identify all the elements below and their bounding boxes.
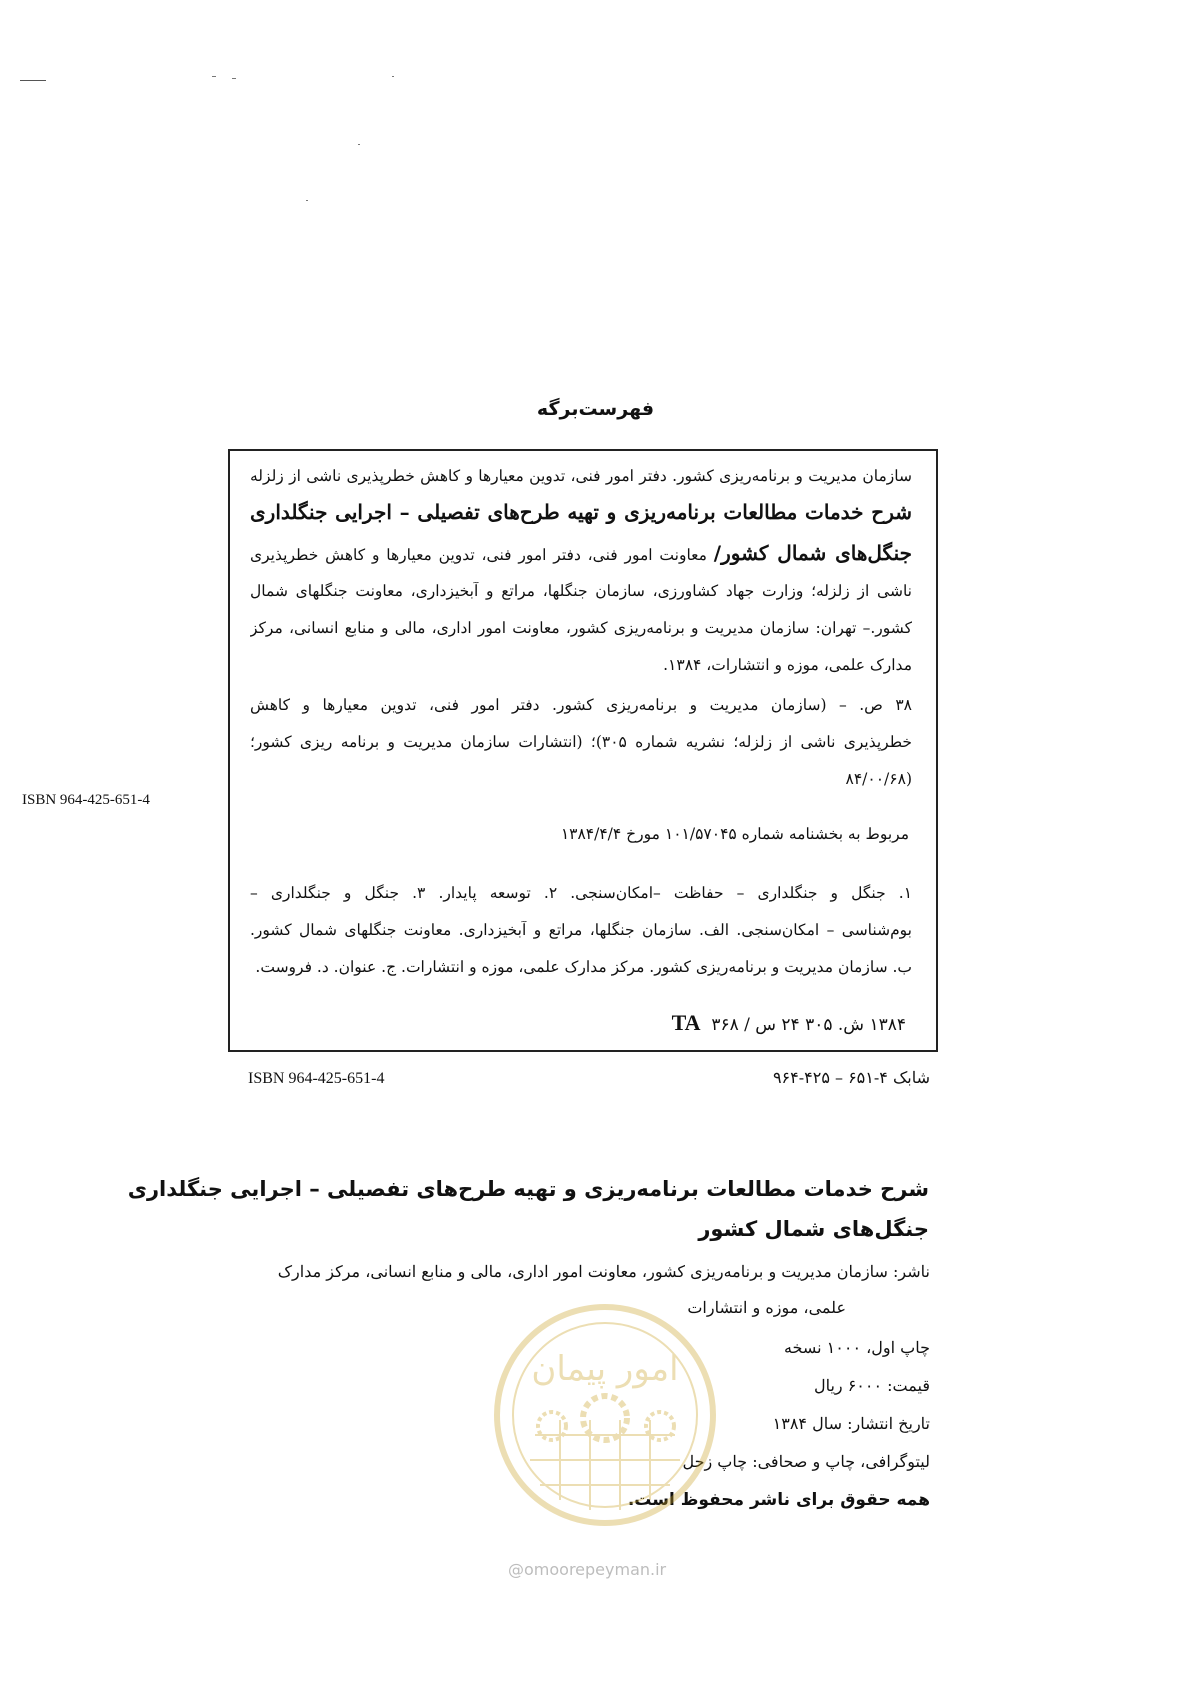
stamp-text: امور پیمان	[531, 1349, 679, 1389]
catalog-isbn: ISBN 964-425-651-4	[22, 792, 150, 808]
book-title-line-2: جنگل‌های شمال کشور	[698, 1217, 929, 1241]
catalog-subjects-line-1: ۱. جنگل و جنگلداری – حفاظت –امکان‌سنجی. ۲. توسعه پایدار. ۳. جنگل و جنگلداری –	[250, 884, 912, 902]
scan-artifact-line	[20, 80, 46, 81]
isbn-latin: ISBN 964-425-651-4	[248, 1070, 385, 1087]
catalog-subjects-line-2: بوم‌شناسی – امکان‌سنجی. الف. سازمان جنگلها، مراتع و آبخیزداری. معاونت جنگلهای شمال کشور.	[250, 921, 912, 939]
catalog-title-rest: معاونت امور فنی، دفتر امور فنی، تدوین معیارها و کاهش خطرپذیری	[250, 546, 714, 564]
scan-artifact-dot	[306, 200, 308, 201]
printing-info: لیتوگرافی، چاپ و صحافی: چاپ زحل	[682, 1452, 930, 1471]
catalog-content	[228, 449, 938, 1052]
publisher-line-1: ناشر: سازمان مدیریت و برنامه‌ریزی کشور، معاونت امور اداری، مالی و منابع انسانی، مرکز مدارک	[277, 1262, 930, 1281]
catalog-title-bold: جنگل‌های شمال کشور/	[713, 541, 912, 565]
scan-artifact-dot	[358, 144, 360, 145]
catalog-title-line-2	[250, 541, 912, 565]
scan-artifact-dot	[232, 78, 236, 79]
price: قیمت: ۶۰۰۰ ریال	[813, 1376, 930, 1395]
page-heading: فهرست‌برگه	[536, 398, 655, 420]
catalog-circular: مربوط به بخشنامه شماره ۱۰۱/۵۷۰۴۵ مورخ ۱۳۸۴/۴/۴	[560, 825, 909, 843]
scan-artifact-dot	[392, 76, 394, 77]
catalog-line-5: مدارک علمی، موزه و انتشارات، ۱۳۸۴.	[663, 656, 912, 674]
catalog-subjects-line-3: ب. سازمان مدیریت و برنامه‌ریزی کشور. مرکز مدارک علمی، موزه و انتشارات. ج. عنوان. د. فروست.	[255, 958, 912, 976]
edition: چاپ اول، ۱۰۰۰ نسخه	[783, 1338, 930, 1357]
catalog-line-3: ناشی از زلزله؛ وزارت جهاد کشاورزی، سازمان جنگلها، مراتع و آبخیزداری، معاونت جنگلهای شمال	[250, 582, 912, 600]
book-title-line-1: شرح خدمات مطالعات برنامه‌ریزی و تهیه طرح‌های تفصیلی – اجرایی جنگلداری	[127, 1177, 929, 1201]
scan-artifact-dot	[212, 76, 216, 77]
classification-text: ۱۳۸۴ ش. ۳۰۵ ۲۴ س / ۳۶۸	[711, 1015, 906, 1035]
catalog-series-line-1: ۳۸ ص. – (سازمان مدیریت و برنامه‌ریزی کشور. دفتر امور فنی، تدوین معیارها و کاهش	[250, 696, 912, 714]
classification-code: TA	[671, 1010, 701, 1035]
isbn-persian: شابک ۴-۶۵۱ – ۴۲۵-۹۶۴	[772, 1068, 930, 1087]
catalog-classification	[672, 1010, 906, 1036]
catalog-title-line-1: شرح خدمات مطالعات برنامه‌ریزی و تهیه طرح‌های تفصیلی – اجرایی جنگلداری	[250, 500, 912, 524]
watermark-stamp-icon	[490, 1300, 720, 1530]
catalog-series-line-2: خطرپذیری ناشی از زلزله؛ نشریه شماره ۳۰۵)؛ (انتشارات سازمان مدیریت و برنامه ریزی کشور؛	[250, 733, 912, 751]
catalog-line-4: کشور.– تهران: سازمان مدیریت و برنامه‌ریزی کشور، معاونت امور اداری، مالی و منابع انسانی، مرکز	[250, 619, 912, 637]
rights-statement: همه حقوق برای ناشر محفوظ است.	[627, 1490, 930, 1510]
catalog-series-line-3: (۸۴/۰۰/۶۸	[845, 770, 912, 788]
publisher-line-2: علمی، موزه و انتشارات	[687, 1298, 846, 1317]
watermark-site-text: omoorepeyman.ir	[524, 1560, 667, 1579]
watermark-site: @omoorepeyman.ir	[508, 1560, 667, 1579]
catalog-corporate-author: سازمان مدیریت و برنامه‌ریزی کشور. دفتر امور فنی، تدوین معیارها و کاهش خطرپذیری ناشی از زلزله	[250, 467, 912, 485]
publication-date: تاریخ انتشار: سال ۱۳۸۴	[772, 1414, 930, 1433]
